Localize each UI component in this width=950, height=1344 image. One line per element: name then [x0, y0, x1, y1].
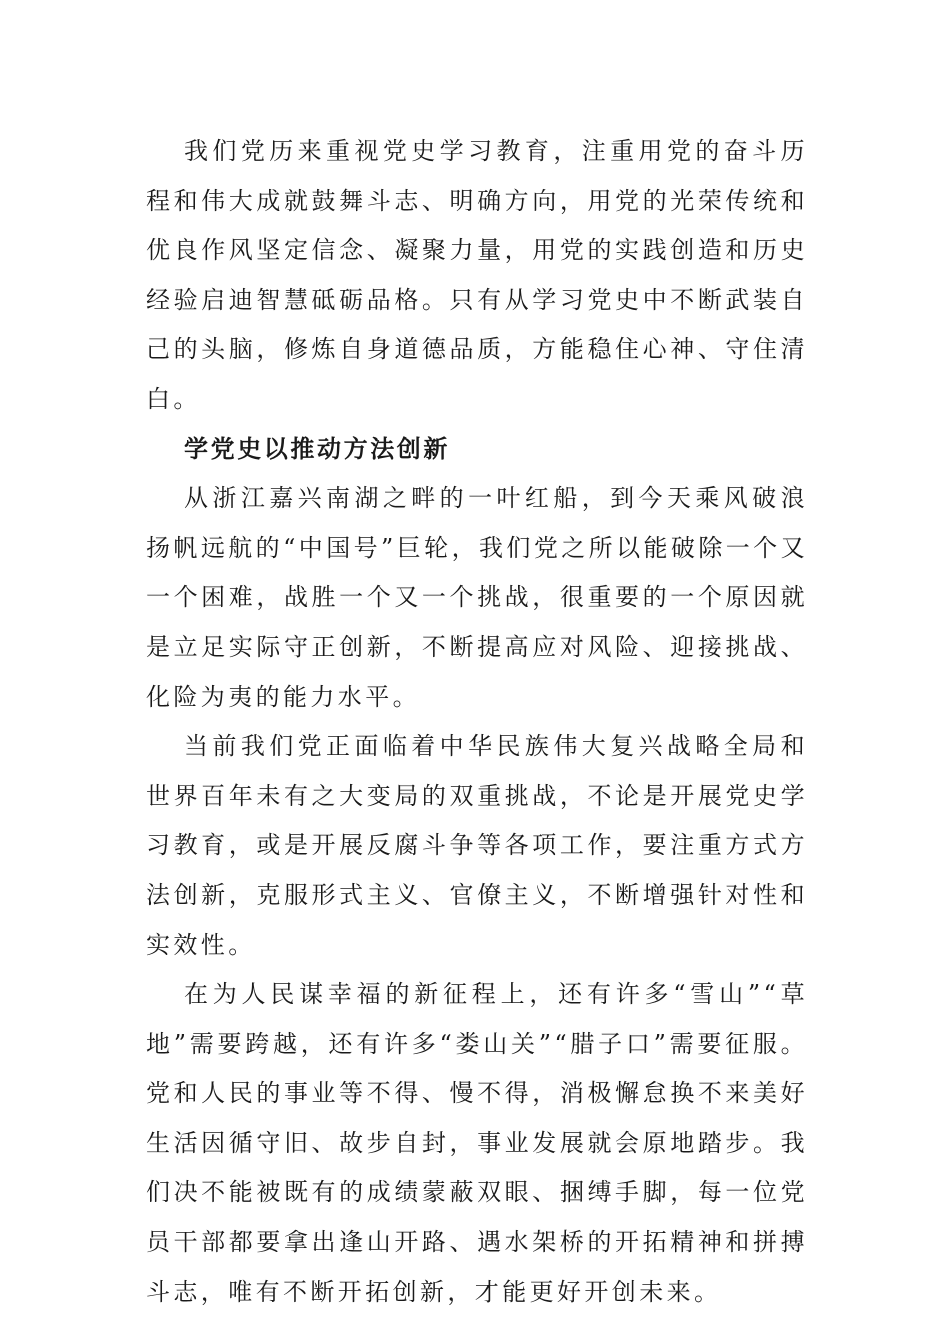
- document-page: [146, 127, 808, 1317]
- paragraph-3: 当前我们党正面临着中华民族伟大复兴战略全局和世界百年未有之大变局的双重挑战，不论是开展党史学习教育，或是开展反腐斗争等各项工作，要注重方式方法创新，克服形式主义、官僚主义，不断增强针对性和实效性。: [146, 732, 808, 959]
- paragraph-1: 我们党历来重视党史学习教育，注重用党的奋斗历程和伟大成就鼓舞斗志、明确方向，用党的光荣传统和优良作风坚定信念、凝聚力量，用党的实践创造和历史经验启迪智慧砥砺品格。只有从学习党史中不断武装自己的头脑，修炼自身道德品质，方能稳住心神、守住清白。: [146, 137, 808, 413]
- paragraph-2: 从浙江嘉兴南湖之畔的一叶红船，到今天乘风破浪扬帆远航的“中国号”巨轮，我们党之所以能破除一个又一个困难，战胜一个又一个挑战，很重要的一个原因就是立足实际守正创新，不断提高应对风险、迎接挑战、化险为夷的能力水平。: [146, 484, 808, 711]
- paragraph-4: 在为人民谋幸福的新征程上，还有许多“雪山”“草地”需要跨越，还有许多“娄山关”“腊子口”需要征服。党和人民的事业等不得、慢不得，消极懈怠换不来美好生活因循守旧、故步自封，事业发展就会原地踏步。我们决不能被既有的成绩蒙蔽双眼、捆缚手脚，每一位党员干部都要拿出逢山开路、遇水架桥的开拓精神和拼搏斗志，唯有不断开拓创新，才能更好开创未来。: [146, 980, 808, 1306]
- section-heading: 学党史以推动方法创新: [184, 434, 450, 463]
